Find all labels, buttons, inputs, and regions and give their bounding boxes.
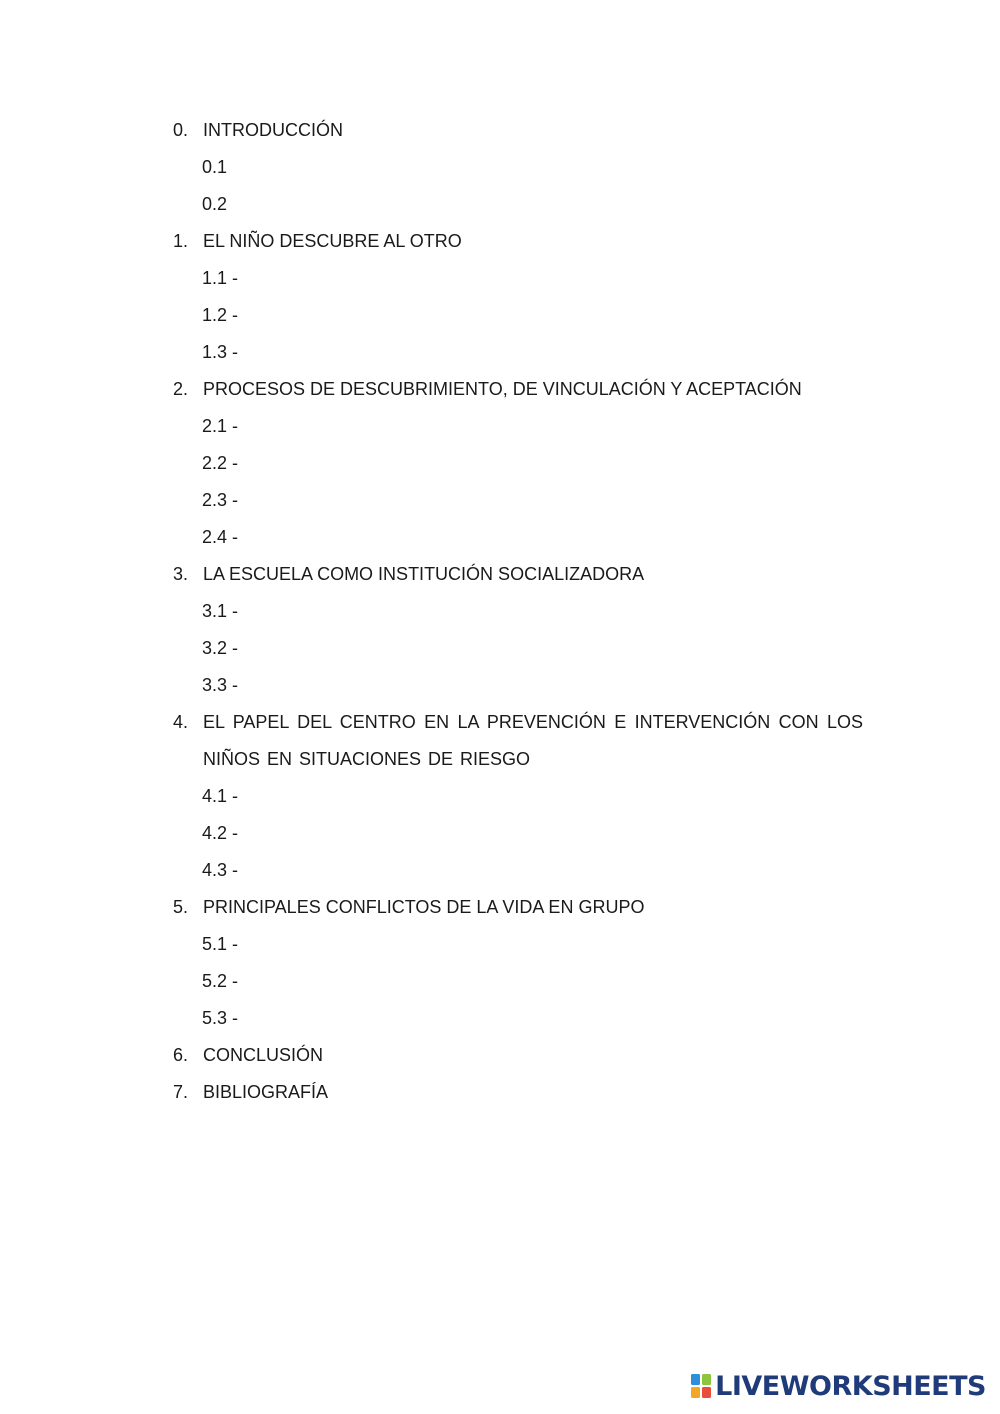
section-number: 0. [173,120,189,140]
subsection-2-3 [173,482,863,519]
section-title: PROCESOS DE DESCUBRIMIENTO, DE VINCULACIÓN Y ACEPTACIÓN [203,379,802,399]
subsection-0-1 [173,149,863,186]
subsection-label: 4.3 - [202,860,239,880]
subsection-5-1 [173,926,863,963]
section-1 [173,223,863,260]
subsection-1-2 [173,297,863,334]
section-6 [173,1037,863,1074]
liveworksheets-logo-icon [691,1374,711,1398]
subsection-label: 3.3 - [202,675,239,695]
subsection-label: 3.1 - [202,601,239,621]
section-0 [173,112,863,149]
section-number: 1. [173,231,189,251]
subsection-3-2 [173,630,863,667]
section-2 [173,371,863,408]
section-title: LA ESCUELA COMO INSTITUCIÓN SOCIALIZADORA [203,564,645,584]
subsection-label: 2.1 - [202,416,239,436]
section-number: 3. [173,564,189,584]
section-title: EL PAPEL DEL CENTRO EN LA PREVENCIÓN E INTERVENCIÓN CON LOS NIÑOS EN SITUACIONES DE RIESGO [203,712,863,769]
subsection-label: 2.2 - [202,453,239,473]
subsection-4-1 [173,778,863,815]
subsection-label: 1.2 - [202,305,239,325]
liveworksheets-logo[interactable] [691,1366,986,1406]
subsection-label: 5.1 - [202,934,239,954]
subsection-3-1 [173,593,863,630]
subsection-1-3 [173,334,863,371]
subsection-label: 5.3 - [202,1008,239,1028]
section-number: 5. [173,897,189,917]
section-number: 6. [173,1045,189,1065]
section-title: BIBLIOGRAFÍA [203,1082,329,1102]
section-title: EL NIÑO DESCUBRE AL OTRO [203,231,462,251]
section-7 [173,1074,863,1111]
table-of-contents [173,112,863,1111]
section-number: 7. [173,1082,189,1102]
section-4 [173,704,863,778]
logo-text: LIVEWORKSHEETS [715,1370,986,1402]
subsection-label: 4.1 - [202,786,239,806]
subsection-label: 2.3 - [202,490,239,510]
section-number: 4. [173,712,189,732]
subsection-4-3 [173,852,863,889]
section-5 [173,889,863,926]
subsection-label: 5.2 - [202,971,239,991]
section-title: INTRODUCCIÓN [203,120,343,140]
subsection-2-1 [173,408,863,445]
subsection-0-2 [173,186,863,223]
subsection-5-2 [173,963,863,1000]
section-title: PRINCIPALES CONFLICTOS DE LA VIDA EN GRUPO [203,897,645,917]
subsection-label: 0.2 [202,194,228,214]
subsection-label: 1.3 - [202,342,239,362]
subsection-label: 1.1 - [202,268,239,288]
subsection-label: 3.2 - [202,638,239,658]
subsection-label: 4.2 - [202,823,239,843]
subsection-1-1 [173,260,863,297]
subsection-5-3 [173,1000,863,1037]
subsection-2-2 [173,445,863,482]
subsection-3-3 [173,667,863,704]
subsection-2-4 [173,519,863,556]
section-title: CONCLUSIÓN [203,1045,324,1065]
subsection-label: 0.1 [202,157,228,177]
section-number: 2. [173,379,189,399]
subsection-4-2 [173,815,863,852]
section-3 [173,556,863,593]
subsection-label: 2.4 - [202,527,239,547]
